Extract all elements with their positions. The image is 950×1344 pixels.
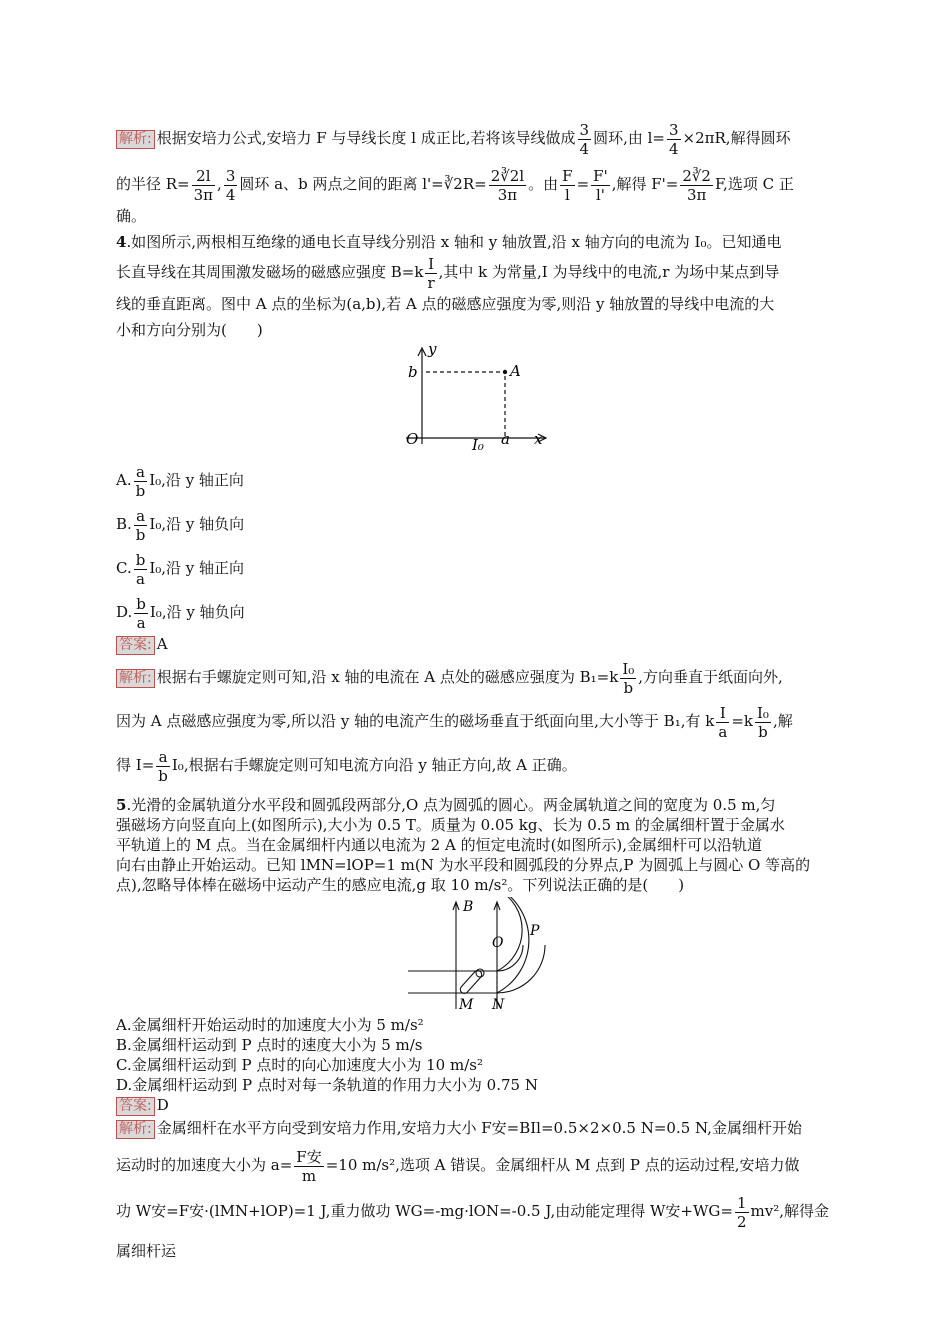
q4-axis-figure xyxy=(116,340,832,458)
option-c[interactable]: C.金属细杆运动到 P 点时的向心加速度大小为 10 m/s² xyxy=(116,1056,483,1074)
point-a-label: A xyxy=(510,362,521,380)
q5-stem-line-5: 点),忽略导体棒在磁场中运动产生的感应电流,g 取 10 m/s²。下列说法正确的是( ) xyxy=(116,876,685,894)
fraction: $\frac{2∛2}{3\pi}$ xyxy=(682,166,711,204)
point-p-label: P xyxy=(530,923,540,939)
q4-stem-line-4: 小和方向分别为( ) xyxy=(116,321,263,339)
fraction: $\frac{3}{4}$ xyxy=(579,120,590,158)
q4-options xyxy=(116,458,832,634)
fraction: $\frac{F}{l}$ xyxy=(562,166,573,204)
fraction: $\frac{I}{a}$ xyxy=(718,703,728,741)
q3-explanation-line-3: 确。 xyxy=(116,207,147,225)
q5-answer: 答案: D xyxy=(116,1095,832,1116)
option-d[interactable]: D. $\frac{b}{a}$ I₀,沿 y 轴负向 xyxy=(116,594,245,632)
q4-stem-line-2: 长直导线在其周围激发磁场的磁感应强度 B=k $\frac{I}{r}$ ,其中 k 为常量,I 为导线中的电流,r 为场中某点到导 xyxy=(116,254,780,292)
fraction: $\frac{b}{a}$ xyxy=(136,594,146,632)
q4-stem-line-1: 4.如图所示,两根相互绝缘的通电长直导线分别沿 x 轴和 y 轴放置,沿 x 轴方向的电流为 I₀。已知通电 xyxy=(116,233,782,251)
explanation-tag: 解析: xyxy=(116,669,155,688)
q5-rail-figure xyxy=(116,897,832,1015)
b-tick-label: b xyxy=(408,363,418,381)
fraction: $\frac{1}{2}$ xyxy=(736,1193,747,1231)
question-number: 5 xyxy=(116,796,127,814)
field-b-label: B xyxy=(463,899,474,915)
q5-stem-line-1: 5.光滑的金属轨道分水平段和圆弧段两部分,O 点为圆弧的圆心。两金属轨道之间的宽度为 0.5 m,匀 xyxy=(116,796,776,814)
q4-explanation-line-1: 解析: 根据右手螺旋定则可知,沿 x 轴的电流在 A 点处的磁感应强度为 B₁=k $\frac{\text{I₀}}{b}$ ,方向垂直于纸面向外, xyxy=(116,657,832,697)
q4-explanation-line-3: 得 I= $\frac{a}{b}$ I₀,根据右手螺旋定则可知电流方向沿 y 轴正方向,故 A 正确。 xyxy=(116,747,577,785)
option-d[interactable]: D.金属细杆运动到 P 点时对每一条轨道的作用力大小为 0.75 N xyxy=(116,1076,538,1094)
fraction: $\frac{2l}{3\pi}$ xyxy=(193,166,214,204)
q5-stem-line-3: 平轨道上的 M 点。当在金属细杆内通以电流为 2 A 的恒定电流时(如图所示),金属细杆可以沿轨道 xyxy=(116,836,763,854)
q4-stem-line-3: 线的垂直距离。图中 A 点的坐标为(a,b),若 A 点的磁感应强度为零,则沿 y 轴放置的导线中电流的大 xyxy=(116,295,775,313)
explanation-tag: 解析: xyxy=(116,130,155,149)
fraction: $\frac{b}{a}$ xyxy=(135,550,146,588)
fraction: $\frac{3}{4}$ xyxy=(225,166,236,204)
point-a-dot xyxy=(503,370,507,374)
fraction: $\frac{\text{I₀}}{b}$ xyxy=(756,703,769,741)
q5-stem-line-2: 强磁场方向竖直向上(如图所示),大小为 0.5 T。质量为 0.05 kg、长为 0.5 m 的金属细杆置于金属水 xyxy=(116,816,785,834)
answer-tag: 答案: xyxy=(116,636,155,655)
q5-explanation-line-3: 功 W安=F安·(lMN+lOP)=1 J,重力做功 WG=-mg·lON=-0.5 J,由动能定理得 W安+WG= $\frac{1}{2}$ mv²,解得金属细杆运 xyxy=(116,1193,829,1260)
q5-explanation-line-1: 解析: 金属细杆在水平方向受到安培力作用,安培力大小 F安=BIl=0.5×2×0.5 N=0.5 N,金属细杆开始 xyxy=(116,1118,832,1139)
question-number: 4 xyxy=(116,233,127,251)
explanation-tag: 解析: xyxy=(116,1120,155,1139)
q5-options xyxy=(116,1015,832,1095)
option-a[interactable]: A.金属细杆开始运动时的加速度大小为 5 m/s² xyxy=(116,1016,424,1034)
x-axis-label: x xyxy=(534,430,543,448)
option-a[interactable]: A. $\frac{a}{b}$ I₀,沿 y 轴正向 xyxy=(116,462,244,500)
fraction: $\frac{\text{F安}}{m}$ xyxy=(296,1147,322,1185)
q3-explanation-line-1: 解析: 根据安培力公式,安培力 F 与导线长度 l 成正比,若将该导线做成 $\frac{3}{4}$ 圆环,由 l= $\frac{3}{4}$ ×2πR,解得圆环 xyxy=(116,118,832,158)
current-label: I₀ xyxy=(472,436,484,454)
origin-label: O xyxy=(406,430,419,448)
fraction: $\frac{a}{b}$ xyxy=(135,462,146,500)
option-b[interactable]: B.金属细杆运动到 P 点时的速度大小为 5 m/s xyxy=(116,1036,423,1054)
fraction: $\frac{3}{4}$ xyxy=(669,120,679,158)
q5-stem-line-4: 向右由静止开始运动。已知 lMN=lOP=1 m(N 为水平段和圆弧段的分界点,P 为圆弧上与圆心 O 等高的 xyxy=(116,856,811,874)
center-o-label: O xyxy=(492,935,504,951)
q4-explanation-line-2: 因为 A 点磁感应强度为零,所以沿 y 轴的电流产生的磁场垂直于纸面向里,大小等于 B₁,有 k $\frac{I}{a}$ =k $\frac{\text{I₀}}{b}$ ,解 xyxy=(116,703,793,741)
y-axis-label: y xyxy=(428,340,437,358)
page xyxy=(116,118,832,1271)
q5-explanation-line-2: 运动时的加速度大小为 a= $\frac{\text{F安}}{m}$ =10 m/s²,选项 A 错误。金属细杆从 M 点到 P 点的运动过程,安培力做 xyxy=(116,1147,800,1185)
a-tick-label: a xyxy=(501,430,510,448)
option-b[interactable]: B. $\frac{a}{b}$ I₀,沿 y 轴负向 xyxy=(116,506,245,544)
fraction: $\frac{2∛2l}{3\pi}$ xyxy=(490,166,525,204)
fraction: $\frac{I}{r}$ xyxy=(427,254,435,292)
q4-answer: 答案: A xyxy=(116,634,832,655)
answer-tag: 答案: xyxy=(116,1097,155,1116)
point-m-label: M xyxy=(459,997,474,1013)
option-c[interactable]: C. $\frac{b}{a}$ I₀,沿 y 轴正向 xyxy=(116,550,245,588)
q3-explanation-line-2: 的半径 R= $\frac{2l}{3\pi}$ , $\frac{3}{4}$ 圆环 a、b 两点之间的距离 l'=∛2R= $\frac{2∛2l}{3\pi}$ 。由 $\frac{F}{l}$ = $\frac{F'}{l'}$ ,解得 F'= $\frac{2∛2}{3\pi}$ F,选项 C 正 xyxy=(116,166,794,204)
fraction: $\frac{F'}{l'}$ xyxy=(593,166,608,204)
point-n-label: N xyxy=(492,997,505,1013)
fraction: $\frac{\text{I₀}}{b}$ xyxy=(622,659,635,697)
fraction: $\frac{a}{b}$ xyxy=(158,747,168,785)
fraction: $\frac{a}{b}$ xyxy=(135,506,146,544)
